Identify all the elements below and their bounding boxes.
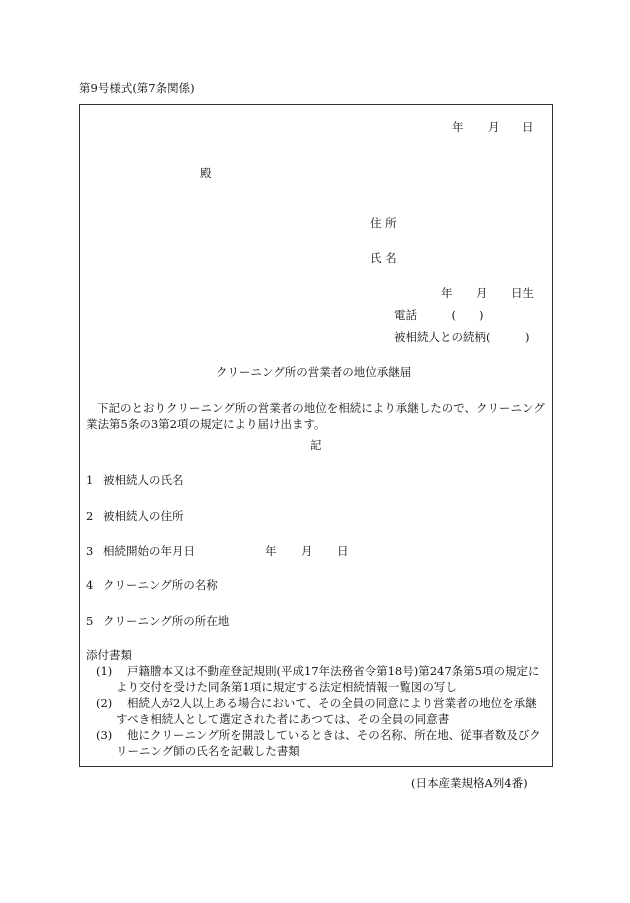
item3-day-label: 日 — [337, 544, 349, 558]
relation-label: 被相続人との続柄( ) — [394, 330, 530, 344]
item3-month-label: 月 — [301, 544, 313, 558]
note-text: 戸籍謄本又は不動産登記規則(平成17年法務省令第18号)第247条第5項の規定により交付を受けた同条第1項に規定する法定相続情報一覧図の写し — [116, 664, 540, 694]
item-number: 1 — [86, 473, 94, 487]
item-label: 被相続人の住所 — [103, 509, 184, 523]
note-text: 相続人が2人以上ある場合において、その全員の同意により営業者の地位を承継すべき相続人として選定された者にあつては、その全員の同意書 — [116, 696, 537, 726]
birth-year-label: 年 — [441, 286, 453, 300]
item-number: 5 — [86, 614, 94, 628]
item-label: 相続開始の年月日 — [103, 544, 195, 558]
note-number: (1) — [96, 664, 113, 678]
item-label: 被相続人の氏名 — [103, 473, 184, 487]
item-number: 3 — [86, 544, 94, 558]
body-paragraph: 下記のとおりクリーニング所の営業者の地位を相続により承継したので、クリーニング業法第5条の3第2項の規定により届け出ます。 — [86, 401, 545, 431]
form-number-label: 第9号様式(第7条関係) — [79, 81, 195, 95]
note-number: (2) — [96, 696, 113, 710]
birth-month-label: 月 — [476, 286, 488, 300]
date-month-label: 月 — [488, 120, 500, 134]
addressee-suffix: 殿 — [200, 166, 212, 180]
item-number: 2 — [86, 509, 94, 523]
note-number: (3) — [96, 728, 113, 742]
note-text: 他にクリーニング所を開設しているときは、その名称、所在地、従事者数及びクリーニング師の氏名を記載した書類 — [116, 728, 541, 758]
paper-size-note: (日本産業規格A列4番) — [411, 776, 528, 790]
item-number: 4 — [86, 578, 94, 592]
item3-year-label: 年 — [265, 544, 277, 558]
item-label: クリーニング所の所在地 — [103, 614, 230, 628]
phone-label: 電話 ( ) — [394, 308, 484, 322]
attachments-heading: 添付書類 — [86, 648, 132, 662]
ki-heading: 記 — [310, 438, 322, 452]
birth-day-label: 日生 — [511, 286, 534, 300]
item-label: クリーニング所の名称 — [103, 578, 218, 592]
form-title: クリーニング所の営業者の地位承継届 — [216, 365, 412, 379]
applicant-name-label: 氏 名 — [370, 251, 397, 265]
date-day-label: 日 — [522, 120, 534, 134]
date-year-label: 年 — [452, 120, 464, 134]
applicant-address-label: 住 所 — [370, 216, 397, 230]
